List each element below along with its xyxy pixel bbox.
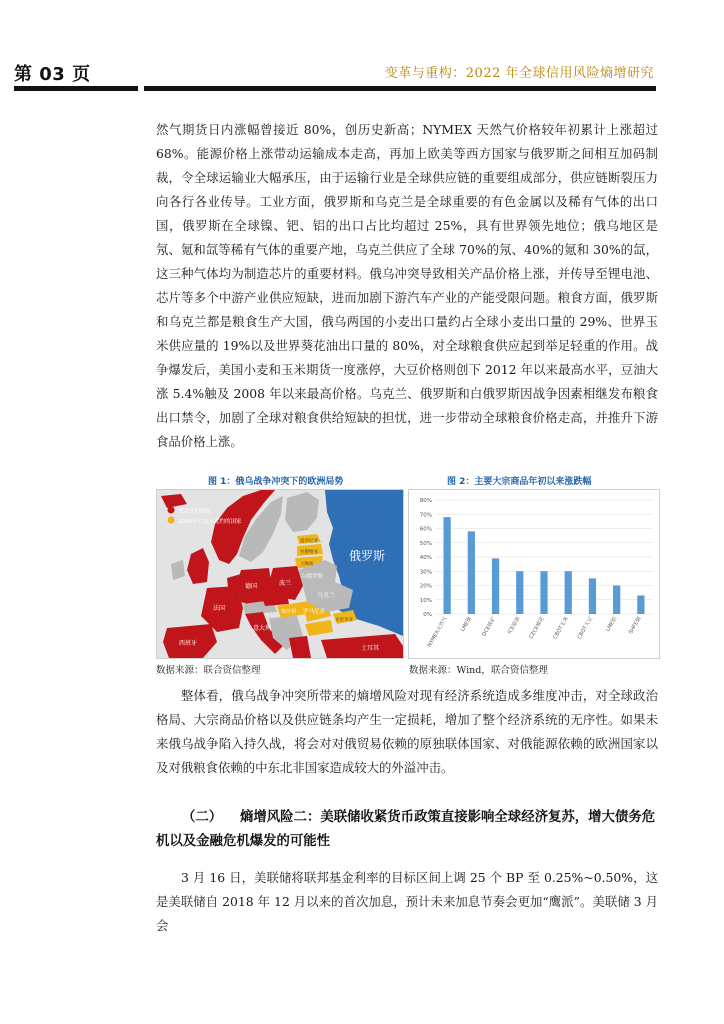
figure-1-source: 数据来源：联合资信整理	[156, 665, 261, 676]
bar	[468, 531, 475, 614]
label-turkey: 土耳其	[361, 645, 380, 652]
map-czech	[261, 594, 289, 606]
label-germany: 德国	[245, 583, 258, 590]
x-tick-label: LME镍	[459, 616, 474, 633]
label-poland: 波兰	[279, 580, 292, 587]
y-tick-label: 50%	[419, 540, 432, 547]
label-crimea: 克里米亚	[335, 618, 353, 623]
label-lithuania: 立陶宛	[300, 562, 314, 567]
header-rule-left	[14, 86, 138, 91]
x-tick-label: CBOT玉米	[552, 616, 570, 641]
x-tick-label: DCE铁矿	[481, 616, 498, 638]
label-estonia: 爱沙尼亚	[300, 539, 318, 544]
label-italy: 意大利	[253, 625, 272, 632]
x-tick-label: ICE原油	[506, 616, 522, 636]
figure-1-caption: 图 1：俄乌战争冲突下的欧洲局势	[208, 477, 344, 487]
bar	[540, 571, 547, 614]
x-tick-label: LME铝	[605, 616, 619, 633]
page-number: 第 03 页	[14, 64, 91, 85]
legend-nato-swatch	[168, 507, 175, 514]
x-tick-label: CBOT大豆	[576, 616, 595, 641]
body-paragraph: 整体看，俄乌战争冲突所带来的熵增风险对现有经济系统造成多维度冲击，对全球政治格局、大宗商品价格以及供应链条均产生一定损耗，增加了整个经济系统的无序性。如果未来俄乌战争陷入持久战，将会对对俄贸易依赖的原独联体国家、对俄能源依赖的欧洲国家以及对俄粮食依赖的中东北非国家造成较大的外溢冲击。	[156, 688, 658, 775]
bar	[613, 586, 620, 615]
legend-new-nato-swatch	[168, 517, 175, 524]
bar	[637, 595, 644, 614]
x-tick-label: NYMEX天然气	[426, 616, 449, 649]
commodity-bar-chart	[408, 489, 660, 659]
y-tick-label: 10%	[419, 597, 432, 604]
label-romania: 罗马尼亚	[303, 609, 326, 615]
section-number: （二）	[182, 810, 223, 825]
bar	[516, 571, 523, 614]
europe-map-figure	[156, 489, 404, 659]
label-latvia: 拉脱维亚	[300, 550, 318, 555]
figure-2-caption: 图 2：主要大宗商品年初以来涨跌幅	[447, 477, 592, 487]
y-tick-label: 80%	[419, 498, 432, 504]
y-tick-label: 40%	[419, 555, 432, 561]
body-paragraph: 然气期货日内涨幅曾接近 80%，创历史新高；NYMEX 天然气价格较年初累计上涨超过 68%。能源价格上涨带动运输成本走高，再加上欧美等西方国家与俄罗斯之间相互加码制裁，令全球运输业大幅承压，由于运输行业是全球供应链的重要组成部分，供应链断裂压力向各行各业传导。工业方面，俄罗斯和乌克兰是全球重要的有色金属以及稀有气体的出口国，俄罗斯在全球镍、钯、铝的出口占比均超过 25%，具有世界领先地位；俄乌地区是氖、氪和氙等稀有气体的重要产地，乌克兰供应了全球 70%的氖、40%的氪和 30%的氙，这三种气体均为制造芯片的重要材料。俄乌冲突导致相关产品价格上涨，并传导至锂电池、芯片等多个中游产业供应短缺，进而加剧下游汽车产业的产能受限问题。粮食方面，俄罗斯和乌克兰都是粮食生产大国，俄乌两国的小麦出口量约占全球小麦出口量的 29%、世界玉米供应量的 19%以及世界葵花油出口量的 80%，对全球粮食供应起到举足轻重的作用。战争爆发后，美国小麦和玉米期货一度涨停，大豆价格则创下 2012 年以来最高水平，豆油大涨 5.4%触及 2008 年以来最高价格。乌克兰、俄罗斯和白俄罗斯因战争因素相继发布粮食出口禁令，加剧了全球对粮食供给短缺的担忧，进一步带动全球粮食价格走高，并推升下游食品价格上涨。	[156, 122, 658, 449]
x-tick-label: CZCE棉花	[528, 616, 546, 641]
section-title: 熵增风险二：美联储收紧货币政策直接影响全球经济复苏，增大债务危机以及金融危机爆发的可能性	[156, 810, 656, 849]
x-tick-label: SHFE铜	[628, 616, 643, 636]
figure-2-source: 数据来源：Wind，联合资信整理	[409, 665, 548, 676]
label-spain: 西班牙	[179, 640, 198, 647]
bar	[492, 558, 499, 614]
label-ukraine: 乌克兰	[317, 592, 336, 599]
y-tick-label: 0%	[423, 612, 432, 618]
label-hungary: 匈牙利	[281, 609, 297, 615]
report-title: 变革与重构：2022 年全球信用风险熵增研究	[384, 66, 654, 81]
bar	[443, 517, 450, 614]
y-tick-label: 70%	[419, 512, 432, 519]
europe-map	[157, 490, 403, 658]
label-france: 法国	[213, 605, 226, 612]
bar-chart-svg	[409, 490, 659, 658]
bar	[589, 578, 596, 614]
y-tick-label: 30%	[419, 569, 432, 576]
label-russia: 俄罗斯	[349, 549, 386, 563]
y-tick-label: 60%	[419, 526, 432, 533]
y-tick-label: 20%	[419, 583, 432, 590]
section-heading	[156, 806, 658, 854]
legend-new-nato-label: 2004年后加入北约的国家	[178, 519, 242, 525]
header-rule-right	[144, 86, 656, 91]
bar	[565, 571, 572, 614]
body-paragraph: 3 月 16 日，美联储将联邦基金利率的目标区间上调 25 个 BP 至 0.25%~0.50%，这是美联储自 2018 年 12 月以来的首次加息，预计未来加息节奏会更加“鹰派”。美联储 3 月会	[156, 870, 658, 933]
label-belarus: 白俄罗斯	[301, 574, 324, 580]
legend-nato-label: 代表北约国家	[178, 509, 212, 515]
